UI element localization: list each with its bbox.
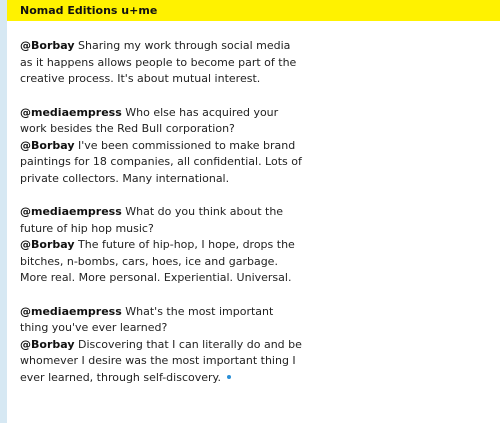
qa-entry — [20, 304, 320, 387]
user-handle-link[interactable]: @Borbay — [20, 39, 75, 52]
line-text: private collectors. Many international. — [20, 171, 230, 185]
entry-line — [20, 320, 320, 337]
user-handle-link[interactable]: @mediaempress — [20, 105, 122, 119]
entry-line — [20, 254, 320, 271]
entry-line — [20, 221, 320, 238]
entry-line — [20, 71, 320, 88]
line-text: What's the most important — [121, 304, 274, 318]
header-bar — [7, 0, 500, 21]
entry-line — [20, 138, 320, 155]
qa-entry — [20, 105, 320, 188]
end-of-article-dot-icon — [227, 375, 231, 379]
line-text: Sharing my work through social media — [74, 39, 291, 52]
entry-line — [20, 304, 320, 321]
line-text: thing you've ever learned? — [20, 321, 168, 334]
user-handle-link[interactable]: @Borbay — [20, 138, 75, 152]
line-text: More real. More personal. Experiential. Universal. — [20, 271, 292, 284]
line-text: ever learned, through self-discovery. — [20, 370, 221, 384]
entry-line — [20, 270, 320, 287]
entry-line — [20, 105, 320, 122]
entry-line — [20, 337, 320, 354]
line-text: I've been commissioned to make brand — [74, 138, 296, 152]
entry-line — [20, 370, 320, 387]
line-text: Discovering that I can literally do and be — [74, 337, 302, 351]
qa-entry — [20, 204, 320, 287]
entry-line — [20, 154, 320, 171]
line-text: Who else has acquired your — [121, 105, 279, 119]
entry-line — [20, 55, 320, 72]
header-title: Nomad Editions u+me — [20, 4, 158, 17]
line-text: What do you think about the — [121, 205, 284, 218]
entry-line — [20, 171, 320, 188]
line-text: bitches, n-bombs, cars, hoes, ice and garbage. — [20, 254, 278, 268]
article-content — [7, 21, 320, 386]
line-text: as it happens allows people to become part of the — [20, 55, 297, 69]
user-handle-link[interactable]: @mediaempress — [20, 304, 122, 318]
entry-line — [20, 237, 320, 254]
user-handle-link[interactable]: @mediaempress — [20, 205, 122, 218]
line-text: whomever I desire was the most important thing I — [20, 354, 296, 367]
line-text: paintings for 18 companies, all confidential. Lots of — [20, 155, 302, 168]
entry-line — [20, 353, 320, 370]
line-text: The future of hip-hop, I hope, drops the — [74, 238, 295, 251]
entry-line — [20, 38, 320, 55]
line-text: creative process. It's about mutual interest. — [20, 72, 261, 85]
user-handle-link[interactable]: @Borbay — [20, 337, 75, 351]
qa-entry — [20, 38, 320, 88]
line-text: work besides the Red Bull corporation? — [20, 122, 235, 135]
user-handle-link[interactable]: @Borbay — [20, 238, 75, 251]
line-text: future of hip hop music? — [20, 221, 154, 235]
entry-line — [20, 204, 320, 221]
entry-line — [20, 121, 320, 138]
